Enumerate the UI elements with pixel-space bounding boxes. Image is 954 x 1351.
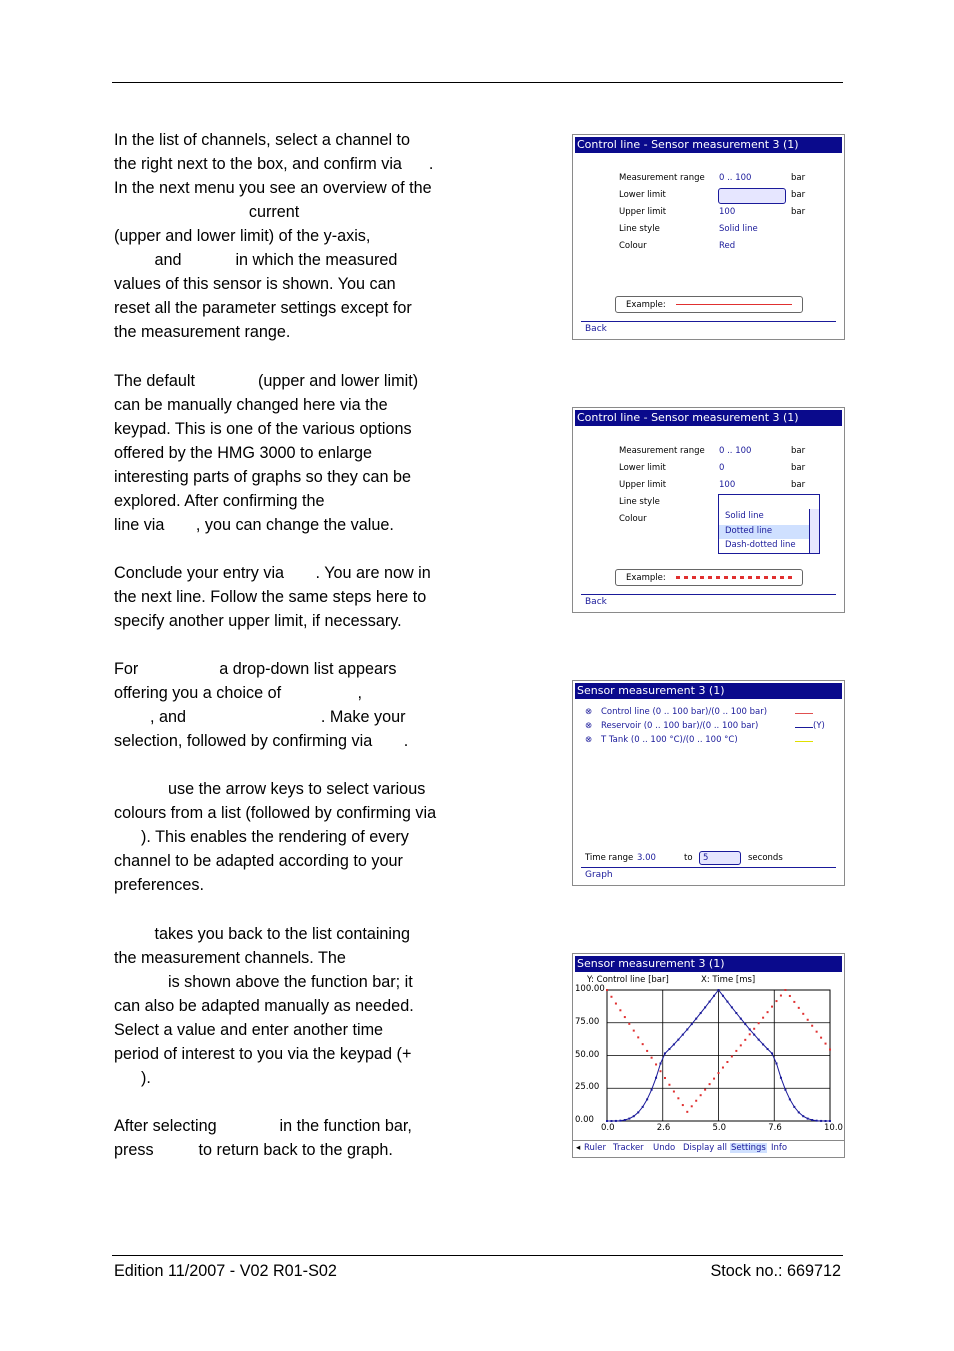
channel-color-swatch — [795, 727, 813, 728]
paragraph-line: interesting parts of graphs so they can be — [114, 468, 411, 486]
series-point-blue — [642, 1106, 644, 1108]
screenshot-control-line-settings — [572, 134, 845, 340]
series-point-red — [731, 1055, 733, 1057]
function-bar-item[interactable]: Undo — [653, 1143, 676, 1153]
line-style-dropdown[interactable] — [718, 494, 820, 554]
series-point-blue — [811, 1119, 813, 1121]
settings-value[interactable]: 100 — [719, 207, 736, 217]
series-point-red — [646, 1050, 648, 1052]
series-point-red — [660, 1070, 662, 1072]
paragraph-line: offered by the HMG 3000 to enlarge — [114, 444, 372, 462]
settings-label: Upper limit — [619, 207, 667, 217]
series-point-blue — [780, 1077, 782, 1079]
paragraph-5 — [114, 777, 474, 897]
settings-unit: bar — [791, 173, 806, 183]
series-point-blue — [691, 1023, 693, 1025]
series-point-blue — [686, 1028, 688, 1030]
settings-label: Colour — [619, 241, 647, 251]
dropdown-option-solid[interactable]: Solid line — [725, 511, 764, 521]
series-point-red — [637, 1036, 639, 1038]
example-dotted-line — [676, 576, 792, 579]
y-tick-label: 100.00 — [575, 984, 605, 994]
channel-label[interactable]: Reservoir (0 .. 100 bar)/(0 .. 100 bar) — [601, 721, 759, 731]
settings-value[interactable]: Solid line — [719, 224, 758, 234]
series-point-blue — [624, 1119, 626, 1121]
back-button[interactable]: Back — [585, 324, 607, 334]
paragraph-line: is shown above the function bar; it — [114, 973, 413, 991]
series-point-blue — [784, 1089, 786, 1091]
series-point-red — [651, 1057, 653, 1059]
series-point-red — [664, 1077, 666, 1079]
paragraph-line: period of interest to you via the keypad (+ — [114, 1045, 412, 1063]
series-point-red — [615, 1003, 617, 1005]
series-point-red — [807, 1019, 809, 1021]
paragraph-line: channel to be adapted according to your — [114, 852, 403, 870]
series-point-red — [700, 1094, 702, 1096]
screenshot-sensor-channels — [572, 680, 845, 886]
lower-limit-input[interactable] — [718, 188, 786, 204]
series-point-blue — [704, 1006, 706, 1008]
series-point-blue — [713, 995, 715, 997]
time-to-input[interactable]: 5 — [699, 851, 741, 865]
header-rule — [112, 82, 843, 83]
settings-unit: bar — [791, 480, 806, 490]
paragraph-line: Select a value and enter another time — [114, 1021, 384, 1039]
series-point-red — [704, 1089, 706, 1091]
series-point-blue — [762, 1043, 764, 1045]
channel-checkbox-icon[interactable]: ⊗ — [585, 707, 593, 717]
settings-value[interactable]: Red — [719, 241, 736, 251]
series-point-blue — [655, 1077, 657, 1079]
series-point-blue — [726, 1001, 728, 1003]
channel-checkbox-icon[interactable]: ⊗ — [585, 735, 593, 745]
series-point-blue — [700, 1012, 702, 1014]
series-point-blue — [749, 1028, 751, 1030]
series-point-red — [735, 1050, 737, 1052]
series-point-red — [686, 1111, 688, 1113]
series-point-blue — [651, 1089, 653, 1091]
series-point-red — [726, 1061, 728, 1063]
series-point-red — [825, 1043, 827, 1045]
paragraph-line: the next line. Follow the same steps here to — [114, 588, 427, 606]
series-point-red — [749, 1033, 751, 1035]
screen4-title: Sensor measurement 3 (1) — [575, 956, 842, 972]
graph-button[interactable]: Graph — [585, 870, 613, 880]
series-point-red — [718, 1072, 720, 1074]
paragraph-4 — [114, 657, 474, 753]
series-point-red — [789, 995, 791, 997]
series-point-red — [713, 1078, 715, 1080]
screenshot-line-style-dropdown — [572, 407, 845, 613]
paragraph-line: selection, followed by confirming via . — [114, 732, 409, 750]
function-bar-item[interactable]: Tracker — [613, 1143, 644, 1153]
series-point-red — [758, 1022, 760, 1024]
series-point-blue — [709, 1001, 711, 1003]
paragraph-line: the right next to the box, and confirm via . — [114, 155, 434, 173]
series-point-red — [780, 995, 782, 997]
example-label: Example: — [626, 573, 666, 583]
paragraph-line: The default (upper and lower limit) — [114, 372, 419, 390]
channel-color-swatch — [795, 741, 813, 742]
paragraph-line: , and . Make your — [114, 708, 406, 726]
series-point-blue — [722, 995, 724, 997]
series-point-blue — [633, 1115, 635, 1117]
series-point-blue — [753, 1034, 755, 1036]
channel-axis-tag: (Y) — [813, 721, 825, 731]
series-point-blue — [664, 1052, 666, 1054]
paragraph-line: ). This enables the rendering of every — [114, 828, 409, 846]
y-tick-label: 50.00 — [575, 1049, 600, 1060]
paragraph-2 — [114, 369, 474, 537]
settings-value[interactable]: 0 .. 100 — [719, 446, 752, 456]
function-bar-item[interactable]: Ruler — [584, 1143, 606, 1153]
paragraph-line: preferences. — [114, 876, 204, 894]
series-point-blue — [731, 1006, 733, 1008]
paragraph-line: keypad. This is one of the various options — [114, 420, 412, 438]
series-point-blue — [789, 1098, 791, 1100]
series-point-red — [793, 1001, 795, 1003]
settings-label: Line style — [619, 497, 660, 507]
series-point-red — [722, 1067, 724, 1069]
paragraph-line: the measurement range. — [114, 323, 291, 341]
series-point-blue — [646, 1098, 648, 1100]
paragraph-line: can be manually changed here via the — [114, 396, 388, 414]
settings-label: Measurement range — [619, 446, 705, 456]
settings-value[interactable]: 0 — [719, 463, 725, 473]
y-tick-label: 75.00 — [575, 1016, 600, 1027]
screen3-title: Sensor measurement 3 (1) — [575, 683, 842, 699]
series-point-blue — [610, 1120, 612, 1122]
screen1-title: Control line - Sensor measurement 3 (1) — [575, 137, 842, 153]
footer-rule — [112, 1255, 843, 1256]
series-point-blue — [718, 989, 720, 991]
back-button[interactable]: Back — [585, 597, 607, 607]
series-point-blue — [660, 1062, 662, 1064]
footer-edition: Edition 11/2007 - V02 R01-S02 — [114, 1262, 337, 1280]
series-point-blue — [628, 1118, 630, 1120]
series-point-red — [829, 1049, 831, 1051]
series-point-red — [624, 1016, 626, 1018]
series-point-red — [628, 1023, 630, 1025]
x-tick-label: 2.6 — [656, 1123, 671, 1133]
series-point-blue — [682, 1034, 684, 1036]
paragraph-line: and in which the measured — [114, 251, 398, 269]
series-point-blue — [668, 1048, 670, 1050]
series-point-red — [811, 1025, 813, 1027]
series-point-red — [673, 1091, 675, 1093]
x-tick-label: 0.0 — [601, 1123, 615, 1133]
paragraph-line: the measurement channels. The — [114, 949, 346, 967]
settings-value[interactable]: 0 .. 100 — [719, 173, 752, 183]
series-point-blue — [735, 1012, 737, 1014]
example-solid-line — [676, 304, 792, 305]
dropdown-scrollbar[interactable] — [809, 509, 819, 553]
y-axis-label: Y: Control line [bar] — [587, 975, 669, 985]
series-point-blue — [775, 1062, 777, 1064]
paragraph-line: line via , you can change the value. — [114, 516, 394, 534]
series-point-blue — [619, 1120, 621, 1122]
paragraph-line: In the next menu you see an overview of the — [114, 179, 432, 197]
y-tick-label: 25.00 — [575, 1082, 600, 1093]
series-point-red — [753, 1028, 755, 1030]
x-tick-label: 7.6 — [768, 1123, 782, 1133]
series-point-red — [642, 1043, 644, 1045]
settings-unit: bar — [791, 463, 806, 473]
paragraph-line: takes you back to the list containing — [114, 925, 411, 943]
settings-unit: bar — [791, 446, 806, 456]
paragraph-3 — [114, 561, 474, 633]
paragraph-line: For a drop-down list appears — [114, 660, 397, 678]
series-point-red — [606, 989, 608, 991]
series-point-blue — [807, 1118, 809, 1120]
time-to-label: to — [684, 853, 693, 863]
series-point-red — [820, 1037, 822, 1039]
channel-checkbox-icon[interactable]: ⊗ — [585, 721, 593, 731]
settings-label: Upper limit — [619, 480, 667, 490]
series-point-blue — [615, 1120, 617, 1122]
left-arrow-icon[interactable]: ◂ — [576, 1143, 581, 1153]
series-point-blue — [793, 1106, 795, 1108]
series-point-red — [767, 1011, 769, 1013]
footer-stock: Stock no.: 669712 — [710, 1262, 841, 1280]
paragraph-line: current — [114, 203, 300, 221]
series-point-red — [816, 1031, 818, 1033]
series-point-blue — [606, 1120, 608, 1122]
function-bar-item[interactable]: Settings — [731, 1143, 766, 1153]
paragraph-line: Conclude your entry via . You are now in — [114, 564, 431, 582]
series-point-blue — [767, 1048, 769, 1050]
paragraph-line: values of this sensor is shown. You can — [114, 275, 396, 293]
paragraph-line: After selecting in the function bar, — [114, 1117, 412, 1135]
screen2-title: Control line - Sensor measurement 3 (1) — [575, 410, 842, 426]
series-point-red — [762, 1017, 764, 1019]
series-point-blue — [740, 1018, 742, 1020]
series-point-red — [740, 1044, 742, 1046]
paragraph-line: In the list of channels, select a channel to — [114, 131, 411, 149]
settings-label: Line style — [619, 224, 660, 234]
example-line-box — [615, 569, 803, 586]
settings-unit: bar — [791, 207, 806, 217]
series-point-red — [682, 1104, 684, 1106]
settings-label: Measurement range — [619, 173, 705, 183]
settings-value[interactable]: 100 — [719, 480, 736, 490]
series-point-red — [633, 1030, 635, 1032]
series-point-blue — [816, 1120, 818, 1122]
series-point-red — [695, 1100, 697, 1102]
paragraph-line: offering you a choice of , — [114, 684, 363, 702]
series-point-blue — [820, 1120, 822, 1122]
channel-color-swatch — [795, 713, 813, 714]
paragraph-line: (upper and lower limit) of the y-axis, — [114, 227, 371, 245]
series-point-blue — [798, 1111, 800, 1113]
paragraph-line: colours from a list (followed by confirming via — [114, 804, 437, 822]
time-range-label: Time range — [585, 853, 634, 863]
settings-label: Lower limit — [619, 463, 666, 473]
function-bar-item[interactable]: Info — [771, 1143, 788, 1153]
y-tick-label: 0.00 — [575, 1115, 594, 1125]
series-point-blue — [673, 1043, 675, 1045]
paragraph-line: use the arrow keys to select various — [114, 780, 426, 798]
series-point-blue — [802, 1115, 804, 1117]
series-point-red — [691, 1105, 693, 1107]
paragraph-line: specify another upper limit, if necessary. — [114, 612, 402, 630]
x-axis-label: X: Time [ms] — [701, 975, 756, 985]
time-from-value[interactable]: 3.00 — [637, 853, 656, 863]
screenshot-graph — [572, 953, 845, 1158]
series-point-blue — [695, 1018, 697, 1020]
series-point-blue — [677, 1039, 679, 1041]
paragraph-1 — [114, 128, 474, 344]
paragraph-line: reset all the parameter settings except for — [114, 299, 412, 317]
dropdown-option-dotted[interactable]: Dotted line — [725, 526, 773, 536]
time-unit: seconds — [748, 853, 783, 863]
example-line-box — [615, 296, 803, 313]
series-point-blue — [637, 1111, 639, 1113]
channel-label[interactable]: Control line (0 .. 100 bar)/(0 .. 100 bar) — [601, 707, 768, 717]
series-point-red — [709, 1083, 711, 1085]
series-point-red — [775, 1000, 777, 1002]
series-point-blue — [771, 1052, 773, 1054]
series-point-red — [610, 996, 612, 998]
settings-label: Lower limit — [619, 190, 666, 200]
paragraph-line: can also be adapted manually as needed. — [114, 997, 414, 1015]
channel-label[interactable]: T Tank (0 .. 100 °C)/(0 .. 100 °C) — [601, 735, 738, 745]
series-point-red — [677, 1097, 679, 1099]
paragraph-6 — [114, 922, 474, 1090]
x-tick-label: 10.0 — [824, 1123, 843, 1133]
series-point-red — [784, 989, 786, 991]
example-label: Example: — [626, 300, 666, 310]
settings-unit: bar — [791, 190, 806, 200]
series-point-red — [802, 1013, 804, 1015]
series-point-red — [771, 1006, 773, 1008]
series-point-red — [798, 1007, 800, 1009]
series-point-red — [619, 1009, 621, 1011]
paragraph-line: ). — [114, 1069, 151, 1087]
series-point-blue — [825, 1120, 827, 1122]
function-bar-item[interactable]: Display all — [683, 1143, 727, 1153]
series-point-blue — [744, 1023, 746, 1025]
series-point-red — [655, 1063, 657, 1065]
paragraph-7 — [114, 1114, 474, 1162]
settings-label: Colour — [619, 514, 647, 524]
series-point-blue — [829, 1120, 831, 1122]
series-point-blue — [758, 1039, 760, 1041]
dropdown-option-dash-dotted[interactable]: Dash-dotted line — [725, 540, 796, 550]
x-tick-label: 5.0 — [712, 1123, 727, 1133]
paragraph-line: press to return back to the graph. — [114, 1141, 393, 1159]
paragraph-line: explored. After confirming the — [114, 492, 325, 510]
series-point-red — [744, 1039, 746, 1041]
series-point-red — [668, 1084, 670, 1086]
